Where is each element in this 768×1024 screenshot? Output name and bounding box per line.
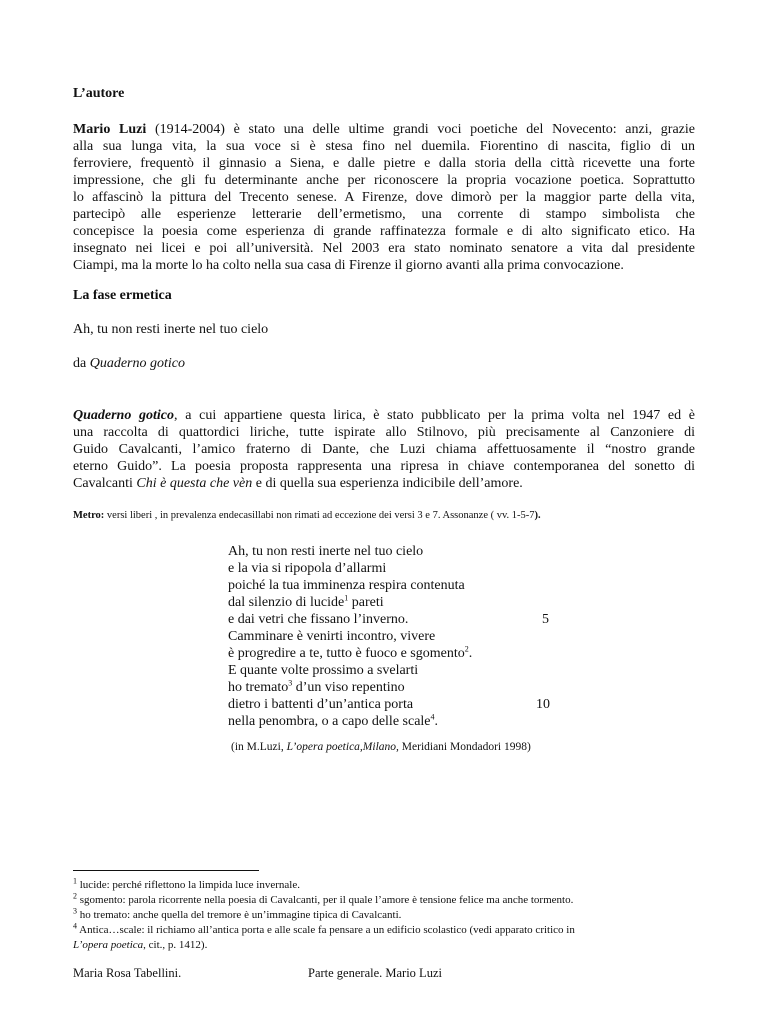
poem-text: . xyxy=(468,646,473,661)
quaderno-line: eterno Guido”. La poesia proposta rappresenta una ripresa in chiave contemporanea del sonetto di xyxy=(73,459,695,474)
quaderno-paragraph xyxy=(73,407,695,492)
bio-name: Mario Luzi xyxy=(73,122,147,137)
poem-text: . xyxy=(434,714,439,729)
verse-number: 10 xyxy=(536,697,550,712)
citation-text: (in M.Luzi, xyxy=(231,741,287,753)
poem-text: è progredire a te, tutto è fuoco e sgomento xyxy=(228,646,465,661)
bio-line: Ciampi, ma la morte lo ha colto nella sua casa di Firenze il giorno avanti alla prima convocazione. xyxy=(73,258,624,273)
poem-text: dal silenzio di lucide xyxy=(228,595,345,610)
footnote-num: 2 xyxy=(73,891,77,901)
poem-title: Ah, tu non resti inerte nel tuo cielo xyxy=(73,322,269,337)
quaderno-line xyxy=(73,475,695,492)
bio-paragraph xyxy=(73,121,695,274)
footer-author: Maria Rosa Tabellini. xyxy=(73,966,182,980)
quaderno-text: Cavalcanti xyxy=(73,476,137,491)
poem xyxy=(228,543,588,730)
footnote-work: L’opera poetica xyxy=(73,939,144,951)
source-work: Quaderno gotico xyxy=(89,356,185,371)
poem-line xyxy=(228,645,588,662)
poem-text: dietro i battenti d’un’antica porta xyxy=(228,697,414,712)
poem-line: Ah, tu non resti inerte nel tuo cielo xyxy=(228,544,424,559)
footnote-ref[interactable]: 4 xyxy=(430,712,435,722)
section-heading-autore: L’autore xyxy=(73,86,125,101)
footnote-num: 1 xyxy=(73,876,77,886)
footnote-text: lucide: perché riflettono la limpida luce invernale. xyxy=(77,879,300,891)
bio-line: lo affascinò la pittura del Trecento senese. A Firenze, dove dimorò per la maggior parte della vita, xyxy=(73,190,695,205)
footnote-text: Antica…scale: il richiamo all’antica porta e alle scale fa pensare a un edificio scolastico (vedi apparato critico in xyxy=(77,924,575,936)
footnote-separator xyxy=(73,870,259,871)
citation-work: L’opera poetica,Milano, xyxy=(286,741,399,753)
quaderno-line: , a cui appartiene questa lirica, è stato pubblicato per la prima volta nel 1947 ed è xyxy=(174,408,695,423)
poem-source xyxy=(73,356,185,372)
poem-line: E quante volte prossimo a svelarti xyxy=(228,663,419,678)
footnote-1 xyxy=(73,878,695,893)
bio-line: partecipò alle esperienze letterarie dell’ermetismo, una corrente di stampo simbolista che xyxy=(73,207,695,222)
footnotes xyxy=(73,878,695,953)
metro-close: ). xyxy=(534,510,541,521)
poem-line: Camminare è venirti incontro, vivere xyxy=(228,629,436,644)
footnote-num: 4 xyxy=(73,921,77,931)
poem-line xyxy=(228,696,588,713)
bio-line: (1914-2004) è stato una delle ultime grandi voci poetiche del Novecento: anzi, grazie xyxy=(146,122,696,137)
bio-line: ferroviere, frequentò il ginnasio a Siena, e dalle pietre e dalla storia della città ricevette una forte xyxy=(73,156,695,171)
footnote-4 xyxy=(73,923,695,953)
footnote-text: sgomento: parola ricorrente nella poesia di Cavalcanti, per il quale l’amore è tensione felice ma anche tormento. xyxy=(77,894,574,906)
quaderno-line: Guido Cavalcanti, l’amico fraterno di Dante, che Luzi chiama affettuosamente il “nostro grande xyxy=(73,442,695,457)
quaderno-line: una raccolta di quattordici liriche, tutte ispirate allo Stilnovo, più precisamente al Canzoniere di xyxy=(73,425,695,440)
poem-line xyxy=(228,679,588,696)
poem-text: d’un viso repentino xyxy=(292,680,405,695)
section-heading-ermetica: La fase ermetica xyxy=(73,288,172,303)
poem-text: pareti xyxy=(348,595,384,610)
footnote-text: , cit., p. 1412). xyxy=(143,939,208,951)
bio-line: impressione, che gli fu determinante anche per riconoscere la propria vocazione poetica. Soprattutto xyxy=(73,173,695,188)
footer-section: Parte generale. Mario Luzi xyxy=(308,966,442,980)
poem-line xyxy=(228,611,588,628)
footnote-text: ho tremato: anche quella del tremore è un’immagine tipica di Cavalcanti. xyxy=(77,909,402,921)
poem-line xyxy=(228,713,588,730)
poem-text: ho tremato xyxy=(228,680,289,695)
metro-note xyxy=(73,510,541,521)
citation-text: Meridiani Mondadori 1998) xyxy=(398,741,531,753)
bio-line: alla sua lunga vita, la sua voce si è stesa fino nel duemila. Fiorentino di nascita, figlio di un xyxy=(73,139,695,154)
footnote-2 xyxy=(73,893,695,908)
poem-line: e la via si ripopola d’allarmi xyxy=(228,561,387,576)
footnote-ref[interactable]: 3 xyxy=(288,678,293,688)
poem-text: nella penombra, o a capo delle scale xyxy=(228,714,431,729)
footnote-3 xyxy=(73,908,695,923)
bio-line: insegnato nei licei e poi all’università. Nel 2003 era stato nominato senatore a vita dal presidente xyxy=(73,241,695,256)
footnote-ref[interactable]: 2 xyxy=(464,644,469,654)
footnote-ref[interactable]: 1 xyxy=(344,593,349,603)
poem-text: e dai vetri che fissano l’inverno. xyxy=(228,612,409,627)
poem-line: poiché la tua imminenza respira contenuta xyxy=(228,578,465,593)
verse-number: 5 xyxy=(542,612,549,627)
metro-text: versi liberi , in prevalenza endecasillabi non rimati ad eccezione dei versi 3 e 7. Assonanze ( vv. 1-5-7 xyxy=(104,510,535,521)
quaderno-text: e di quella sua esperienza indicibile dell’amore. xyxy=(252,476,523,491)
bio-line: concepisce la poesia come esperienza di grande raffinatezza formale e di alto significato etico. Ha xyxy=(73,224,695,239)
metro-label: Metro: xyxy=(73,510,105,521)
cavalcanti-sonnet-title: Chi è questa che vèn xyxy=(136,476,253,491)
footnote-num: 3 xyxy=(73,906,77,916)
quaderno-work-title: Quaderno gotico xyxy=(73,408,175,423)
citation xyxy=(231,741,531,753)
poem-line xyxy=(228,594,588,611)
source-prefix: da xyxy=(73,356,90,371)
